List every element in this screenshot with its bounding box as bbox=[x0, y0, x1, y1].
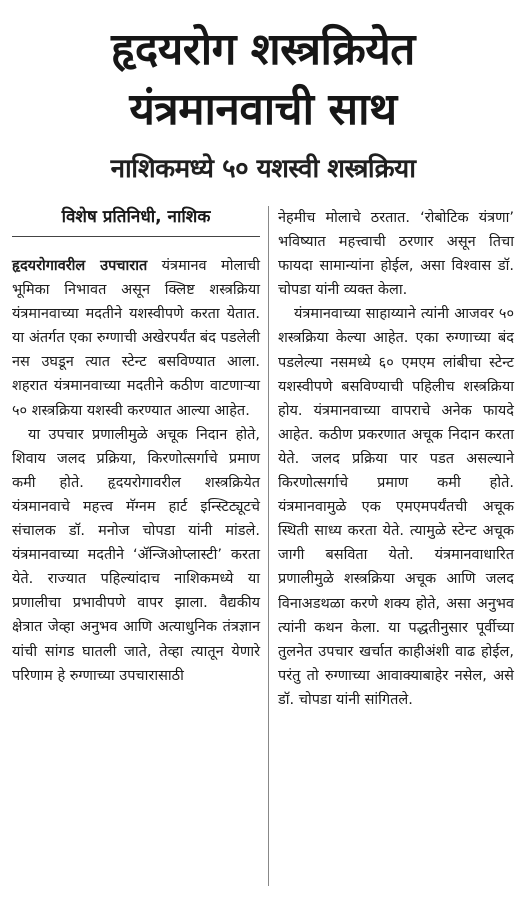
byline: विशेष प्रतिनिधी, नाशिक bbox=[61, 207, 211, 227]
paragraph-2-continued: नेहमीच मोलाचे ठरतात. ‘रोबोटिक यंत्रणा’ भविष्यात महत्त्वाची ठरणार असून तिचा फायदा सामान्यांना होईल, असा विश्वास डॉ. चोपडा यांनी व्यक्त केला. bbox=[278, 210, 514, 299]
paragraph-1 bbox=[12, 254, 260, 423]
lead-phrase: हृदयरोगावरील उपचारात bbox=[12, 258, 148, 274]
subheadline: नाशिकमध्ये ५० यशस्वी शस्त्रक्रिया bbox=[110, 154, 416, 184]
headline-line-2: यंत्रमानवाची साथ bbox=[129, 84, 397, 135]
paragraph-1-text: यंत्रमानव मोलाची भूमिका निभावत असून क्लिष्ट शस्त्रक्रिया यंत्रमानवाच्या मदतीने यशस्वीपणे करता येतात. या अंतर्गत एका रुग्णाची अखेरपर्यंत बंद पडलेली नस उघडून त्यात स्टेन्ट बसविण्यात आला. शहरात यंत्रमानवाच्या मदतीने कठीण वाटणाऱ्या ५० शस्त्रक्रिया यशस्वी करण्यात आल्या आहेत. bbox=[12, 258, 260, 419]
byline-divider bbox=[12, 236, 260, 237]
article-column-right bbox=[278, 206, 514, 712]
paragraph-3: यंत्रमानवाच्या साहाय्याने त्यांनी आजवर ५० शस्त्रक्रिया केल्या आहेत. एका रुग्णाच्या बंद पडलेल्या नसमध्ये ६० एमएम लांबीचा स्टेन्ट यशस्वीपणे बसविण्याची पहिलीच शस्त्रक्रिया होय. यंत्रमानवाच्या वापराचे अनेक फायदे आहेत. कठीण प्रकरणात अचूक निदान करता येते. जलद प्रक्रिया पार पडत असल्याने किरणोत्सर्गाचे प्रमाण कमी होते. यंत्रमानवामुळे एक एमएमपर्यंतची अचूक स्थिती साध्य करता येते. त्यामुळे स्टेन्ट अचूक जागी बसविता येतो. यंत्रमानवाधारित प्रणालीमुळे शस्त्रक्रिया अचूक आणि जलद विनाअडथळा करणे शक्य होते, असा अनुभव त्यांनी कथन केला. या पद्धतीनुसार पूर्वीच्या तुलनेत उपचार खर्चात काहीअंशी वाढ होईल, परंतु तो रुग्णाच्या आवाक्याबाहेर नसेल, असे डॉ. चोपडा यांनी सांगितले. bbox=[278, 306, 514, 708]
paragraph-2: या उपचार प्रणालीमुळे अचूक निदान होते, शिवाय जलद प्रक्रिया, किरणोत्सर्गाचे प्रमाण कमी होते. हृदयरोगावरील शस्त्रक्रियेत यंत्रमानवाचे महत्त्व मॅग्नम हार्ट इन्स्टिट्यूटचे संचालक डॉ. मनोज चोपडा यांनी मांडले. यंत्रमानवाच्या मदतीने ‘ॲन्जिओप्लास्टी’ करता येते. राज्यात पहिल्यांदाच नाशिकमध्ये या प्रणालीचा प्रभावीपणे वापर झाला. वैद्यकीय क्षेत्रात जेव्हा अनुभव आणि अत्याधुनिक तंत्रज्ञान यांची सांगड घातली जाते, तेव्हा त्यातून येणारे परिणाम हे रुग्णाच्या उपचारासाठी bbox=[12, 426, 260, 684]
headline-line-1: हृदयरोग शस्त्रक्रियेत bbox=[111, 24, 415, 75]
column-divider bbox=[268, 206, 269, 886]
article-column-left bbox=[12, 254, 260, 688]
